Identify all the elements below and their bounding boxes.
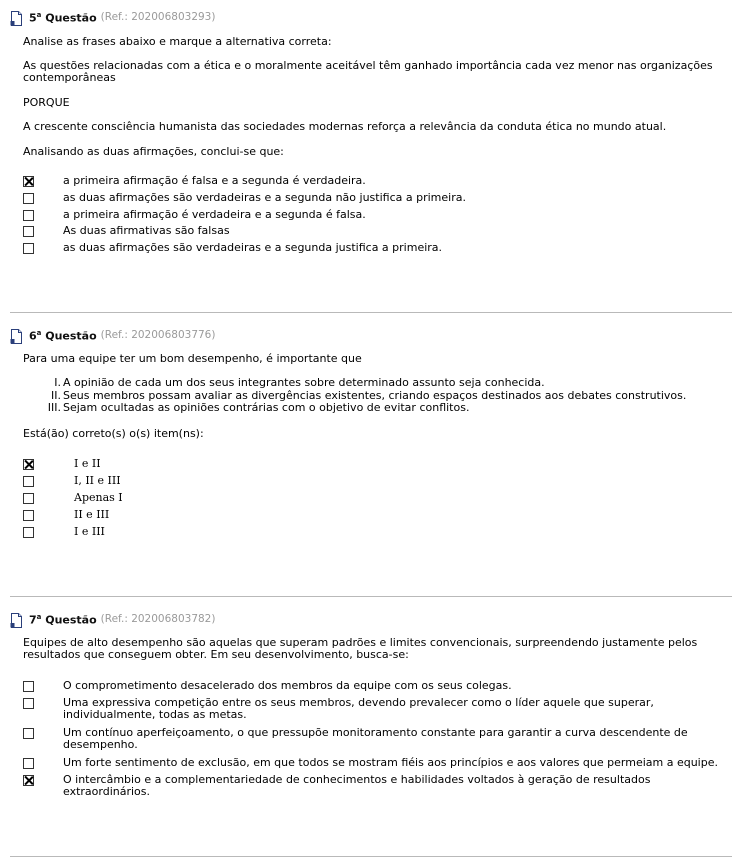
statement-1: As questões relacionadas com a ética e o moralmente aceitável têm ganhado importância cada vez menor nas organizações contemporâneas [23, 59, 713, 84]
answer-option[interactable] [23, 192, 723, 204]
question-ref: (Ref.: 202006803776) [100, 329, 216, 341]
question-prompt: Para uma equipe ter um bom desempenho, é importante que [23, 352, 362, 365]
checkbox[interactable] [23, 226, 34, 237]
option-label: as duas afirmações são verdadeiras e a segunda não justifica a primeira. [63, 191, 466, 204]
checkbox[interactable] [23, 493, 34, 504]
question-title: 5$^a$ Questão [29, 11, 97, 25]
question-ref: (Ref.: 202006803782) [100, 613, 216, 625]
answer-option[interactable] [23, 492, 723, 504]
option-label: I e II [74, 457, 101, 470]
question-stem: Analisando as duas afirmações, conclui-se que: [23, 145, 284, 158]
connector-text: PORQUE [23, 96, 70, 109]
question-prompt: Analise as frases abaixo e marque a alternativa correta: [23, 35, 332, 48]
option-label: Um contínuo aperfeiçoamento, o que pressupõe monitoramento constante para garantir a curva descendente de desempenho. [63, 726, 688, 751]
answer-option[interactable] [23, 209, 723, 221]
question-ref: (Ref.: 202006803293) [100, 11, 216, 23]
list-item: II. Seus membros possam avaliar as divergências existentes, criando espaços destinados aos debates construtivos. [51, 388, 687, 402]
answer-option[interactable] [23, 757, 723, 769]
option-label: I e III [74, 525, 105, 538]
question-7-header [10, 613, 215, 628]
document-icon [10, 613, 23, 628]
answer-option[interactable] [23, 242, 723, 254]
option-label: O comprometimento desacelerado dos membros da equipe com os seus colegas. [63, 679, 512, 692]
option-label: a primeira afirmação é falsa e a segunda é verdadeira. [63, 174, 366, 187]
checkbox[interactable] [23, 210, 34, 221]
statement-2: A crescente consciência humanista das sociedades modernas reforça a relevância da conduta ética no mundo atual. [23, 120, 667, 133]
question-5-header [10, 11, 215, 26]
question-stem: Está(ão) correto(s) o(s) item(ns): [23, 427, 204, 440]
document-icon [10, 11, 23, 26]
answer-option[interactable] [23, 175, 723, 187]
checkbox[interactable] [23, 681, 34, 692]
answer-option[interactable] [23, 509, 723, 521]
answer-option[interactable] [23, 225, 723, 237]
option-label: II e III [74, 508, 110, 521]
item-list [23, 377, 723, 415]
checkbox-checked[interactable] [23, 775, 34, 786]
checkbox[interactable] [23, 193, 34, 204]
answer-option[interactable] [23, 458, 723, 470]
option-label: as duas afirmações são verdadeiras e a segunda justifica a primeira. [63, 241, 443, 254]
checkbox[interactable] [23, 510, 34, 521]
option-label: Um forte sentimento de exclusão, em que todos se mostram fiéis aos princípios e aos valores que permeiam a equipe. [63, 756, 718, 769]
section-divider [10, 312, 732, 313]
checkbox[interactable] [23, 476, 34, 487]
list-item: III. Sejam ocultadas as opiniões contrárias com o objetivo de evitar conflitos. [47, 401, 470, 414]
question-title: 6$^a$ Questão [29, 329, 97, 343]
list-item: I. A opinião de cada um dos seus integrantes sobre determinado assunto seja conhecida. [54, 376, 545, 389]
checkbox[interactable] [23, 527, 34, 538]
question-prompt: Equipes de alto desempenho são aquelas que superam padrões e limites convencionais, surpreendendo justamente pelos resultados que conseguem obter. Em seu desenvolvimento, busca-se: [23, 636, 698, 661]
checkbox[interactable] [23, 243, 34, 254]
answer-option[interactable] [23, 697, 723, 721]
option-label: Uma expressiva competição entre os seus membros, devendo prevalecer como o líder aquele que superar, individualmente, todas as metas. [63, 696, 654, 721]
option-label: I, II e III [74, 474, 121, 487]
question-title: 7$^a$ Questão [29, 613, 97, 627]
option-label: As duas afirmativas são falsas [63, 224, 230, 237]
checkbox[interactable] [23, 728, 34, 739]
checkbox-checked[interactable] [23, 176, 34, 187]
checkbox[interactable] [23, 758, 34, 769]
option-label: a primeira afirmação é verdadeira e a segunda é falsa. [63, 208, 366, 221]
answer-option[interactable] [23, 526, 723, 538]
question-6-header [10, 329, 215, 344]
option-label: Apenas I [74, 491, 123, 504]
checkbox[interactable] [23, 698, 34, 709]
checkbox-checked[interactable] [23, 459, 34, 470]
answer-option[interactable] [23, 727, 723, 751]
answer-option[interactable] [23, 475, 723, 487]
section-divider [10, 856, 732, 857]
option-label: O intercâmbio e a complementariedade de conhecimentos e habilidades voltados à geração de resultados extraordinários. [63, 773, 651, 798]
document-icon [10, 329, 23, 344]
answer-option[interactable] [23, 680, 723, 692]
answer-option[interactable] [23, 774, 723, 798]
section-divider [10, 596, 732, 597]
